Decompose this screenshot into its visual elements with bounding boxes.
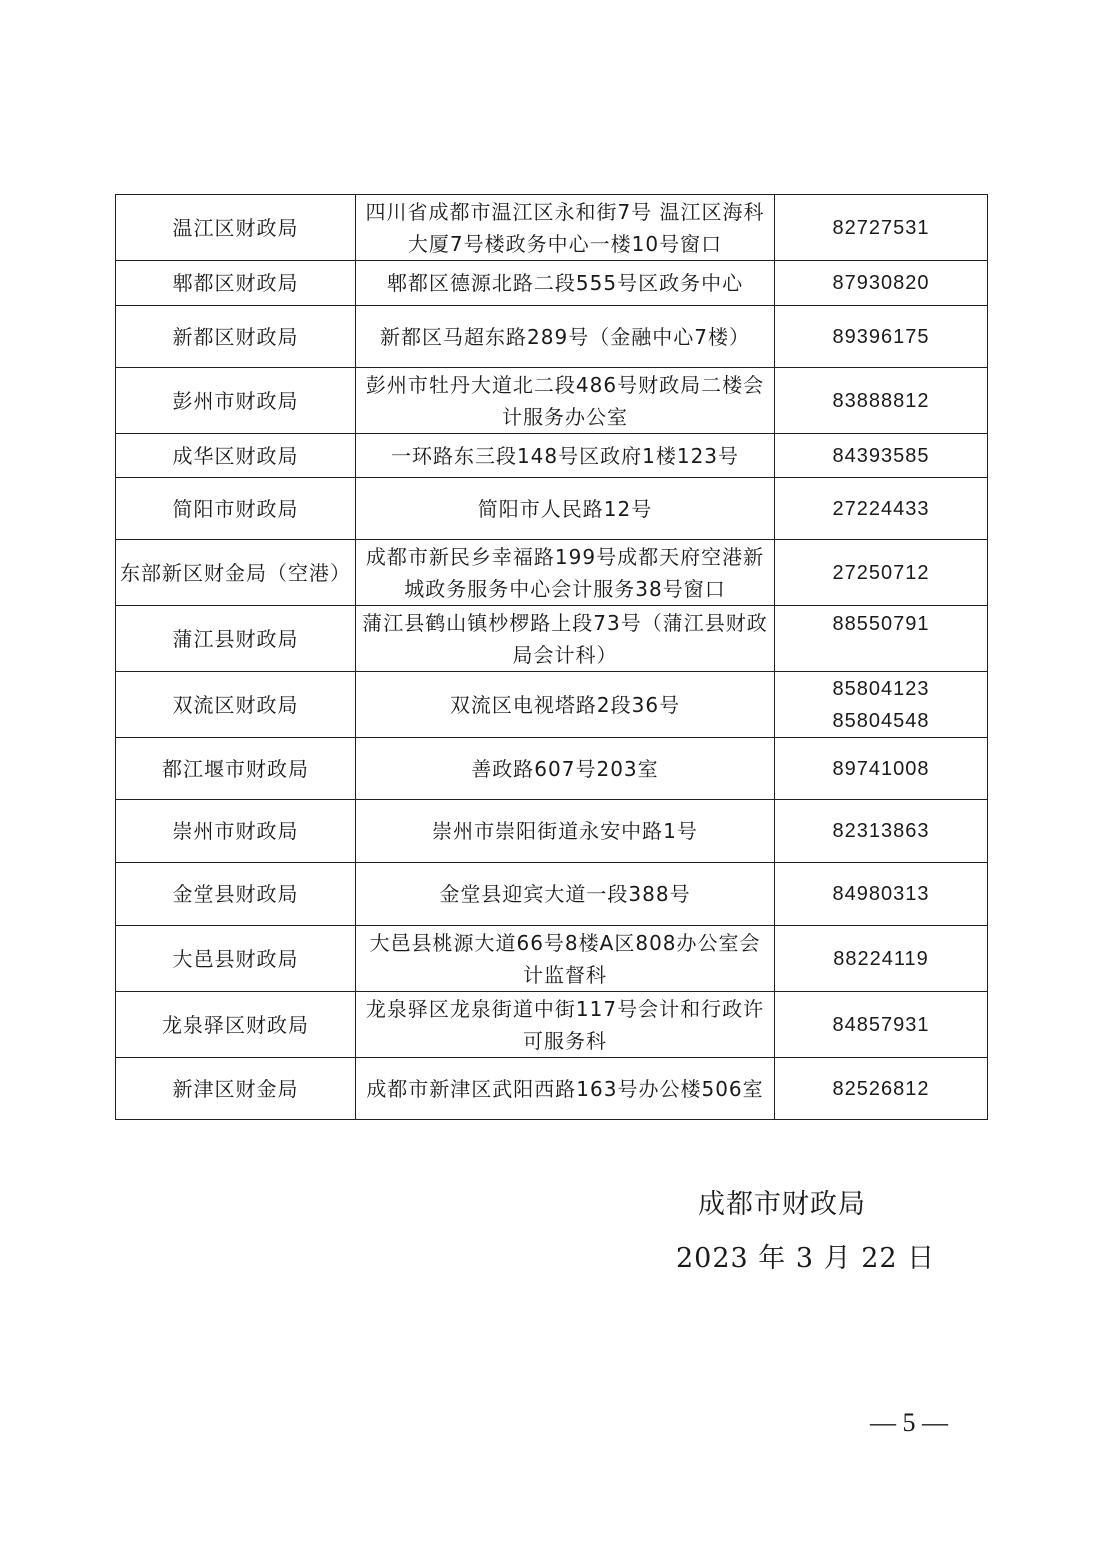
office-name-cell	[116, 306, 356, 368]
phone-cell	[775, 1058, 988, 1120]
address-cell	[356, 672, 775, 738]
office-name: 崇州市财政局	[172, 819, 299, 843]
phone-number: 27250712	[832, 561, 930, 584]
address-line: 大厦7号楼政务中心一楼10号窗口	[407, 231, 723, 256]
office-name-cell	[116, 992, 356, 1058]
address-cell	[356, 306, 775, 368]
office-name: 大邑县财政局	[172, 946, 299, 971]
office-name-cell	[116, 434, 356, 478]
office-name: 双流区财政局	[172, 692, 299, 717]
address-line: 城政务服务中心会计服务38号窗口	[404, 576, 726, 601]
address-line: 彭州市牡丹大道北二段486号财政局二楼会	[365, 372, 765, 397]
page-number: — 5 —	[870, 1408, 948, 1437]
office-name: 简阳市财政局	[172, 496, 299, 521]
office-name: 蒲江县财政局	[172, 626, 299, 651]
phone-number: 83888812	[832, 389, 930, 412]
office-name-cell	[116, 672, 356, 738]
address-line: 金堂县迎宾大道一段388号	[439, 882, 691, 906]
table-row	[116, 306, 988, 368]
phone-cell	[775, 606, 988, 672]
table-row	[116, 368, 988, 434]
address-line: 四川省成都市温江区永和街7号 温江区海科	[365, 199, 765, 224]
phone-number: 87930820	[832, 272, 930, 294]
address-line: 大邑县桃源大道66号8楼A区808办公室会	[369, 930, 761, 955]
table-row	[116, 672, 988, 738]
table-row	[116, 261, 988, 306]
office-name: 龙泉驿区财政局	[162, 1012, 309, 1037]
phone-number: 82313863	[832, 820, 930, 842]
office-name-cell	[116, 926, 356, 992]
phone-number: 84393585	[832, 444, 930, 467]
signature-organization-text: 成都市财政局	[698, 1189, 866, 1220]
phone-cell	[775, 306, 988, 368]
address-line: 成都市新津区武阳西路163号办公楼506室	[366, 1076, 764, 1101]
address-line: 一环路东三段148号区政府1楼123号	[390, 443, 740, 468]
phone-number: 84980313	[832, 883, 930, 905]
office-directory-table	[115, 194, 988, 1120]
office-name: 东部新区财金局（空港）	[120, 560, 351, 585]
address-line: 可服务科	[523, 1028, 607, 1053]
table-row	[116, 863, 988, 926]
phone-number: 84857931	[832, 1013, 930, 1036]
office-name-cell	[116, 800, 356, 863]
address-line: 郫都区德源北路二段555号区政务中心	[386, 271, 744, 295]
office-name-cell	[116, 368, 356, 434]
table-row	[116, 1058, 988, 1120]
office-name: 金堂县财政局	[172, 882, 299, 906]
office-name-cell	[116, 261, 356, 306]
office-name: 郫都区财政局	[172, 271, 299, 295]
office-name: 都江堰市财政局	[162, 756, 309, 781]
table-row	[116, 606, 988, 672]
phone-number: 27224433	[832, 497, 930, 520]
phone-cell	[775, 368, 988, 434]
phone-cell	[775, 434, 988, 478]
address-line: 双流区电视塔路2段36号	[449, 692, 681, 717]
table-row	[116, 195, 988, 261]
office-name-cell	[116, 478, 356, 540]
address-cell	[356, 926, 775, 992]
phone-number: 82526812	[832, 1077, 930, 1100]
phone-cell	[775, 672, 988, 738]
phone-cell	[775, 540, 988, 606]
phone-number: 88550791	[832, 613, 930, 635]
office-name-cell	[116, 540, 356, 606]
phone-number: 88224119	[833, 947, 929, 970]
phone-number: 85804548	[832, 709, 930, 732]
address-line: 简阳市人民路12号	[477, 496, 653, 521]
address-cell	[356, 738, 775, 800]
phone-cell	[775, 478, 988, 540]
address-line: 成都市新民乡幸福路199号成都天府空港新	[365, 544, 765, 569]
address-cell	[356, 606, 775, 672]
address-line: 新都区马超东路289号（金融中心7楼）	[380, 324, 750, 349]
office-name: 温江区财政局	[172, 215, 299, 240]
office-name-cell	[116, 1058, 356, 1120]
address-line: 局会计科）	[512, 642, 618, 667]
office-name: 新津区财金局	[172, 1076, 299, 1101]
office-name-cell	[116, 738, 356, 800]
table-row	[116, 540, 988, 606]
phone-number: 89396175	[832, 325, 930, 348]
phone-cell	[775, 195, 988, 261]
phone-cell	[775, 992, 988, 1058]
address-cell	[356, 800, 775, 863]
address-line: 计服务办公室	[502, 404, 628, 429]
address-cell	[356, 478, 775, 540]
address-cell	[356, 368, 775, 434]
phone-cell	[775, 863, 988, 926]
address-line: 龙泉驿区龙泉街道中街117号会计和行政许	[365, 996, 765, 1021]
table-row	[116, 992, 988, 1058]
address-line: 崇州市崇阳街道永安中路1号	[432, 819, 698, 843]
address-cell	[356, 434, 775, 478]
signature-date-text: 2023 年 3 月 22 日	[676, 1243, 936, 1274]
table-row	[116, 434, 988, 478]
address-line: 蒲江县鹤山镇杪椤路上段73号（蒲江县财政	[362, 610, 768, 635]
phone-number: 89741008	[832, 757, 930, 780]
phone-cell	[775, 800, 988, 863]
directory-body	[116, 195, 988, 1120]
office-name: 成华区财政局	[172, 443, 299, 468]
address-line: 善政路607号203室	[471, 756, 659, 781]
table-row	[116, 478, 988, 540]
address-cell	[356, 540, 775, 606]
table-row	[116, 800, 988, 863]
address-cell	[356, 1058, 775, 1120]
address-line: 计监督科	[523, 962, 607, 987]
address-cell	[356, 195, 775, 261]
address-cell	[356, 261, 775, 306]
office-name-cell	[116, 863, 356, 926]
office-name: 彭州市财政局	[172, 388, 299, 413]
address-cell	[356, 992, 775, 1058]
office-name: 新都区财政局	[172, 324, 299, 349]
phone-cell	[775, 261, 988, 306]
phone-cell	[775, 738, 988, 800]
phone-cell	[775, 926, 988, 992]
table-row	[116, 926, 988, 992]
table-row	[116, 738, 988, 800]
office-name-cell	[116, 195, 356, 261]
phone-number: 85804123	[832, 677, 930, 700]
office-name-cell	[116, 606, 356, 672]
phone-number: 82727531	[832, 216, 930, 239]
address-cell	[356, 863, 775, 926]
